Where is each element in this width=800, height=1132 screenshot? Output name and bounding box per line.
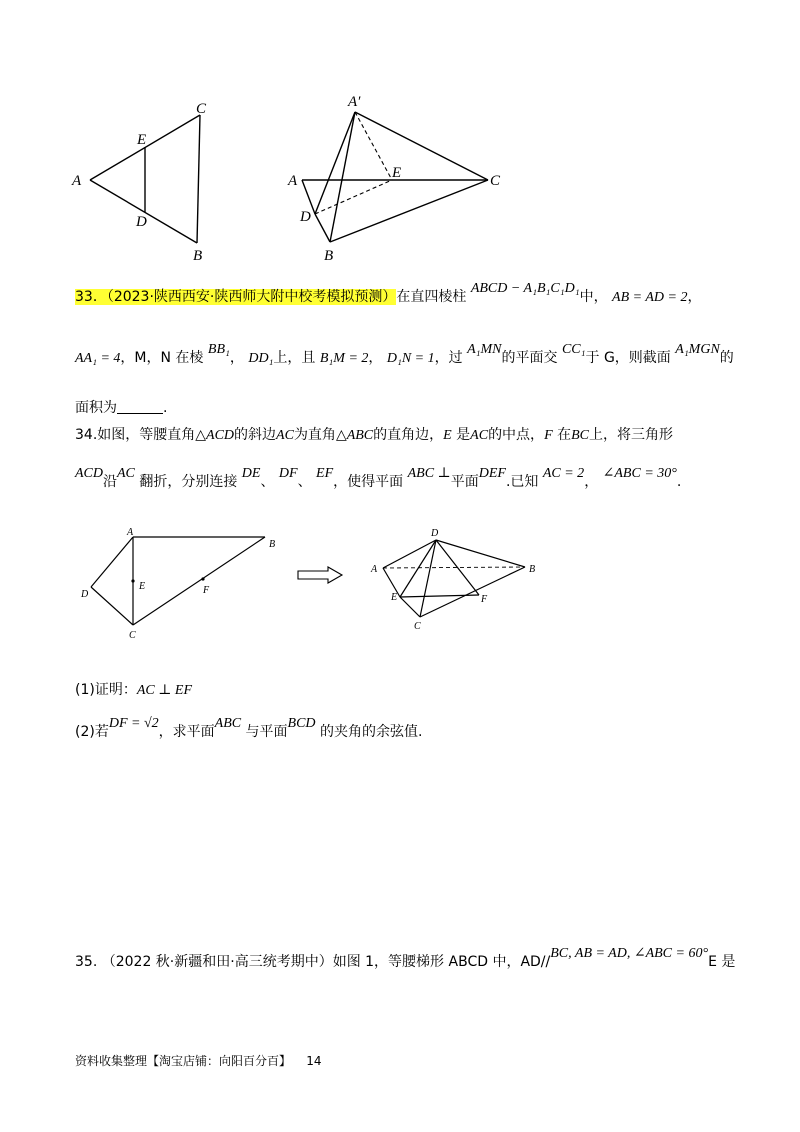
fold-arrow-icon bbox=[296, 566, 346, 584]
q33-text: 于 G，则截面 bbox=[585, 350, 671, 366]
q33-prism: ABCD − A₁B₁C₁D₁ bbox=[470, 281, 580, 296]
label-E: E bbox=[139, 581, 146, 592]
q34-math: AC = 2 bbox=[542, 466, 585, 481]
label-D: D bbox=[300, 209, 311, 225]
q33-text: 中， bbox=[579, 289, 608, 305]
q34-text: 上，将三角形 bbox=[588, 427, 673, 443]
label-D: D bbox=[136, 214, 147, 230]
q35-text: E 是 bbox=[708, 954, 736, 970]
label-D: D bbox=[81, 589, 89, 600]
q34-sub2 bbox=[75, 716, 423, 743]
q33-text: 面积为 bbox=[75, 400, 117, 416]
q34-math: AC bbox=[470, 428, 489, 443]
q34-text: . bbox=[676, 474, 682, 490]
edge-BC bbox=[197, 115, 200, 243]
q33-text: ， bbox=[687, 289, 702, 305]
edge-D-B bbox=[315, 214, 330, 242]
q34-text: ，求平面 bbox=[158, 724, 215, 740]
q34-figure-left bbox=[75, 525, 295, 645]
q34-text: 在 bbox=[557, 427, 572, 443]
page-number: 14 bbox=[306, 1054, 322, 1068]
label-A: A bbox=[288, 173, 298, 189]
q33-eq: AB = AD = 2 bbox=[612, 290, 688, 305]
q34-text: ， bbox=[584, 474, 599, 490]
q34-text: 翻折，分别连接 bbox=[139, 474, 238, 490]
q34-text: 的中点， bbox=[488, 427, 545, 443]
q34-math: DEF bbox=[478, 466, 506, 481]
q33-eq: B₁M = 2 bbox=[319, 351, 369, 366]
q34-sub1 bbox=[75, 680, 192, 701]
label-B: B bbox=[269, 539, 276, 550]
q34-line2 bbox=[75, 466, 682, 493]
answer-blank[interactable] bbox=[117, 399, 163, 414]
q35-source: （2022 秋·新疆和田·高三统考期中） bbox=[101, 954, 333, 970]
edge-CB bbox=[420, 567, 525, 617]
q33-eq: AA₁ = 4 bbox=[75, 351, 121, 366]
label-F: F bbox=[481, 594, 488, 605]
q34-math: ABC bbox=[214, 716, 242, 731]
q35-line1 bbox=[75, 946, 736, 973]
q34-math: BCD bbox=[287, 716, 316, 731]
label-E: E bbox=[391, 592, 398, 603]
q34-text: .已知 bbox=[505, 474, 539, 490]
q34-text: 34.如图，等腰直角 bbox=[75, 427, 196, 443]
edge-Ap-B bbox=[330, 112, 355, 242]
q34-math: DF bbox=[278, 466, 298, 481]
q33-text: ，M，N 在棱 bbox=[120, 350, 204, 366]
q33-number: 33． bbox=[75, 289, 107, 305]
q33-text: 的 bbox=[719, 350, 734, 366]
q33-text: . bbox=[163, 400, 168, 416]
q34-text: 与平面 bbox=[245, 724, 288, 740]
label-E: E bbox=[137, 132, 147, 148]
label-B: B bbox=[193, 248, 203, 264]
label-F: F bbox=[203, 585, 210, 596]
q34-math: AC ⊥ EF bbox=[136, 683, 193, 698]
q34-text: 的直角边， bbox=[373, 427, 444, 443]
label-A: A bbox=[371, 564, 378, 575]
q34-figure-right bbox=[365, 525, 545, 635]
page-footer bbox=[75, 1052, 322, 1069]
label-A: A bbox=[72, 173, 82, 189]
figure-triangle bbox=[60, 90, 230, 270]
q33-edge: CC₁ bbox=[561, 342, 586, 357]
q34-line1 bbox=[75, 425, 673, 446]
edge-DC bbox=[91, 587, 133, 625]
point-F bbox=[201, 577, 204, 580]
q35-number: 35. bbox=[75, 954, 98, 970]
figure-pyramid bbox=[280, 90, 510, 270]
label-B: B bbox=[529, 564, 536, 575]
q34-text: (2)若 bbox=[75, 724, 109, 740]
q34-math: EF bbox=[316, 466, 334, 481]
q34-math: DF = √2 bbox=[108, 716, 159, 731]
edge-AB bbox=[90, 180, 197, 243]
q33-edge: DD₁ bbox=[248, 351, 274, 366]
q34-text: 的夹角的余弦值. bbox=[320, 724, 423, 740]
q34-text: ，使得平面 bbox=[333, 474, 404, 490]
edge-Ap-C bbox=[355, 112, 488, 180]
q34-math: ACD bbox=[75, 466, 103, 481]
q34-math: ABC ⊥ bbox=[407, 466, 451, 481]
label-B: B bbox=[324, 248, 334, 264]
q33-text: ，过 bbox=[434, 350, 463, 366]
edge-EF bbox=[400, 595, 479, 597]
edge-AB bbox=[383, 567, 525, 568]
q34-text: 沿 bbox=[103, 474, 117, 490]
label-A: A bbox=[127, 527, 134, 538]
q34-text: 是 bbox=[456, 427, 471, 443]
q33-text: 在直四棱柱 bbox=[396, 289, 467, 305]
label-E: E bbox=[392, 165, 402, 181]
edge-B-C bbox=[330, 180, 488, 242]
q34-math: BC bbox=[571, 428, 589, 443]
edge-DA bbox=[383, 540, 436, 568]
q34-math: F bbox=[544, 428, 553, 443]
q34-math: AC bbox=[276, 428, 294, 443]
label-C: C bbox=[129, 630, 136, 641]
q34-sub1-label: (1)证明： bbox=[75, 682, 137, 698]
q33-edge: BB₁ bbox=[207, 342, 230, 357]
q33-text: 上，且 bbox=[273, 350, 316, 366]
edge-DB bbox=[436, 540, 525, 567]
label-C: C bbox=[414, 621, 421, 632]
edge-AD bbox=[91, 537, 133, 587]
q34-text: 平面 bbox=[450, 474, 479, 490]
label-D: D bbox=[431, 528, 439, 539]
q33-section: A₁MGN bbox=[675, 342, 720, 357]
footer-text: 资料收集整理【淘宝店铺：向阳百分百】 bbox=[75, 1054, 292, 1068]
q34-text: 、 bbox=[260, 474, 275, 490]
q35-math: BC, AB = AD, ∠ABC = 60° bbox=[550, 946, 709, 961]
q34-math: ∠ABC = 30° bbox=[602, 466, 677, 481]
label-C: C bbox=[490, 173, 501, 189]
edge-BC bbox=[133, 537, 265, 625]
label-Ap: A′ bbox=[348, 94, 361, 110]
q33-text: ， bbox=[229, 350, 244, 366]
q34-math: DE bbox=[241, 466, 261, 481]
q35-text: 如图 1，等腰梯形 ABCD 中，AD// bbox=[332, 954, 551, 970]
q34-text: 、 bbox=[297, 474, 312, 490]
q34-text: 为直角 bbox=[293, 427, 336, 443]
q34-math: E bbox=[443, 428, 452, 443]
q34-text: 的斜边 bbox=[234, 427, 277, 443]
edge-EC bbox=[400, 597, 420, 617]
q33-line3 bbox=[75, 398, 167, 418]
q34-math: △ACD bbox=[195, 428, 235, 443]
q33-text: ， bbox=[368, 350, 383, 366]
label-C: C bbox=[196, 101, 207, 117]
q33-source: （2023·陕西西安·陕西师大附中校考模拟预测） bbox=[106, 289, 397, 305]
point-E bbox=[131, 579, 134, 582]
q34-math: △ABC bbox=[335, 428, 374, 443]
q33-eq: D₁N = 1 bbox=[386, 351, 435, 366]
q33-line1 bbox=[75, 281, 702, 308]
q34-math: AC bbox=[117, 466, 135, 481]
q33-text: 的平面交 bbox=[501, 350, 558, 366]
q33-plane: A₁MN bbox=[467, 342, 502, 357]
q33-line2 bbox=[75, 342, 734, 369]
